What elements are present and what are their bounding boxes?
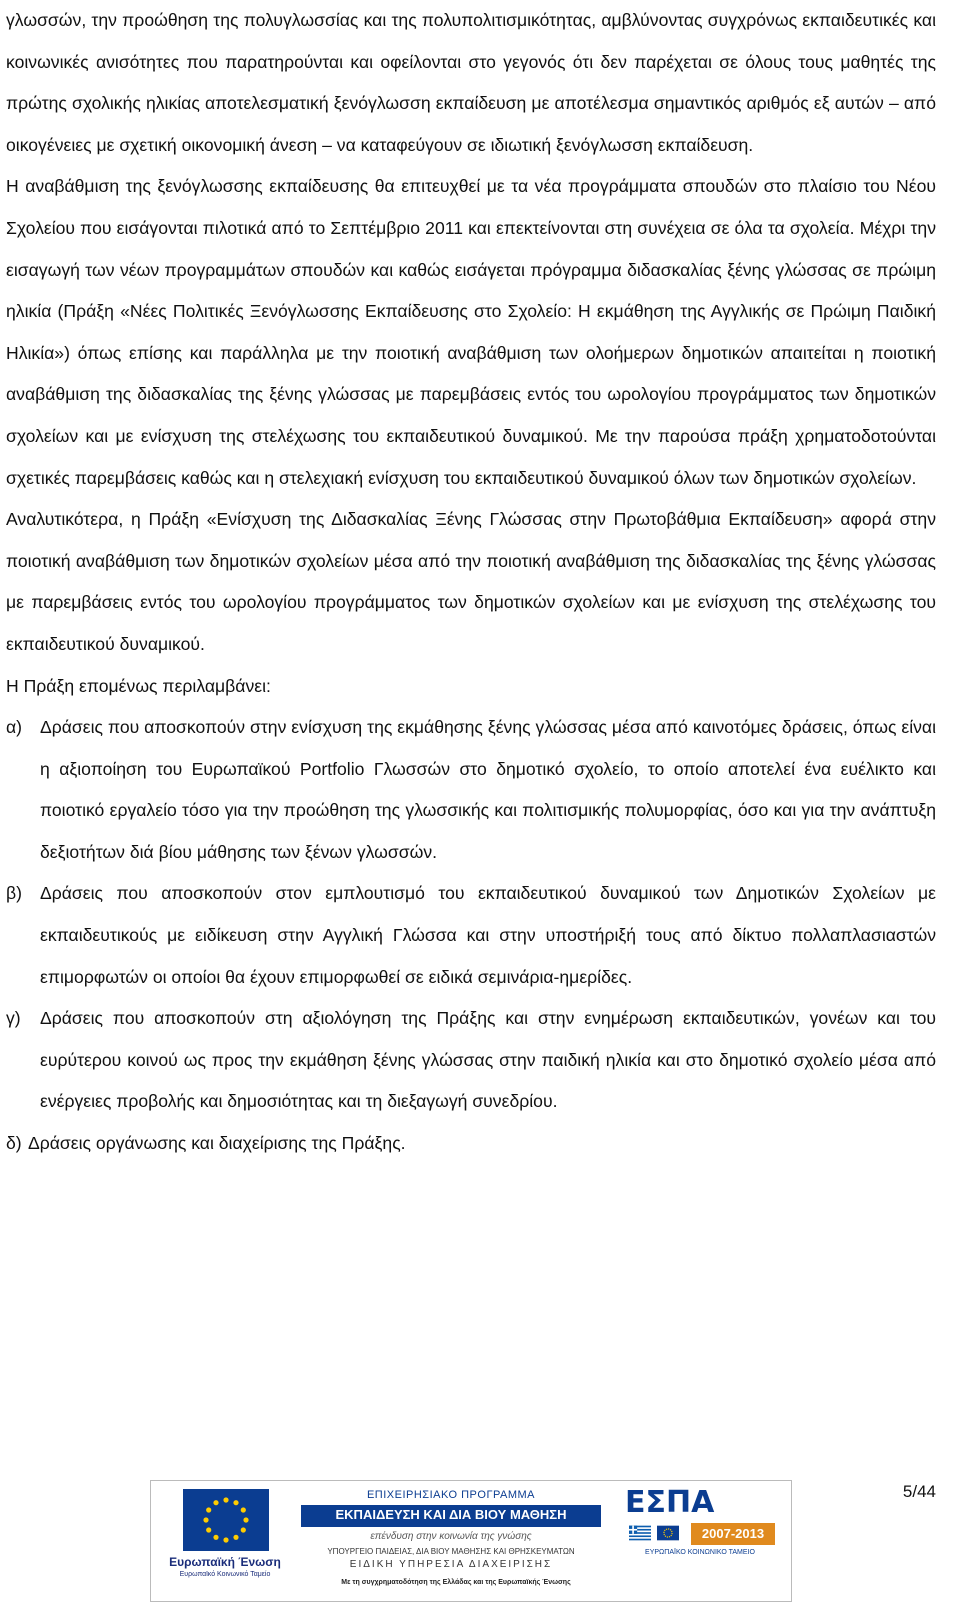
page-number: 5/44: [902, 1482, 936, 1501]
paragraph: Η Πράξη επομένως περιλαμβάνει:: [6, 675, 271, 696]
paragraph: Η αναβάθμιση της ξενόγλωσσης εκπαίδευσης θα επιτευχθεί με τα νέα προγράμματα σπουδών στο πλαίσιο του Νέου Σχολείου που εισάγονται πιλοτικά από το Σεπτέμβριο 2011 και επεκτείνονται στη συνέχεια σε όλα τα σχολεία. Μέχρι την εισαγωγή των νέων προγραμμάτων σπουδών και καθώς εισάγεται πρόγραμμα διδασκαλίας ξένης γλώσσας σε πρώιμη ηλικία (Πράξη «Νέες Πολιτικές Ξενόγλωσσης Εκπαίδευσης στο Σχολείο: Η εκμάθηση της Αγγλικής σε Πρώιμη Παιδική Ηλικία») όπως επίσης και παράλληλα με την ποιοτική αναβάθμιση των ολοήμερων δημοτικών απαιτείται η ποιοτική αναβάθμιση της διδασκαλίας της ξένης γλώσσας με παρεμβάσεις εντός του ωρολογίου προγράμματος των δημοτικών σχολείων και με ενίσχυση της στελέχωσης του εκπαιδευτικού δυναμικού. Με την παρούσα πράξη χρηματοδοτούνται σχετικές παρεμβάσεις καθώς και η στελεχιακή ενίσχυση του εκπαιδευτικού δυναμικού όλων των δημοτικών σχολείων.: [6, 176, 936, 488]
ministry-name: ΥΠΟΥΡΓΕΙΟ ΠΑΙΔΕΙΑΣ, ΔΙΑ ΒΙΟΥ ΜΑΘΗΣΗΣ ΚΑΙ ΘΡΗΣΚΕΥΜΑΤΩΝ: [327, 1547, 575, 1556]
list-item: [6, 873, 936, 998]
list-item-text: Δράσεις που αποσκοπούν στην ενίσχυση της εκμάθησης ξένης γλώσσας μέσα από καινοτόμες δράσεις, όπως είναι η αξιοποίηση του Ευρωπαϊκού Portfolio Γλωσσών στο δημοτικό σχολείο, το οποίο αποτελεί ένα ευέλικτο και ποιοτικό εργαλείο τόσο για την προώθηση της γλωσσικής και πολιτισμικής πολυμορφίας, όσο και για την ανάπτυξη δεξιοτήτων διά βίου μάθησης των ξένων γλωσσών.: [40, 717, 936, 862]
eu-fund-name: Ευρωπαϊκό Κοινωνικό Ταμείο: [179, 1571, 271, 1578]
espa-fund-name: ΕΥΡΩΠΑΪΚΟ ΚΟΙΝΩΝΙΚΟ ΤΑΜΕΙΟ: [645, 1549, 755, 1556]
list-item: [6, 998, 936, 1123]
paragraph: Αναλυτικότερα, η Πράξη «Ενίσχυση της Διδασκαλίας Ξένης Γλώσσας στην Πρωτοβάθμια Εκπαίδευση» αφορά στην ποιοτική αναβάθμιση των δημοτικών σχολείων μέσα από την ποιοτική αναβάθμιση της διδασκαλίας της ξένης γλώσσας με παρεμβάσεις εντός του ωρολογίου προγράμματος των δημοτικών σχολείων και με ενίσχυση της στελέχωσης του εκπαιδευτικού δυναμικού.: [6, 509, 936, 654]
eu-name: Ευρωπαϊκή Ένωση: [169, 1555, 281, 1569]
list-item: [6, 1123, 936, 1165]
op-name: ΕΚΠΑΙΔΕΥΣΗ ΚΑΙ ΔΙΑ ΒΙΟΥ ΜΑΘΗΣΗ: [335, 1507, 567, 1522]
list-marker: α): [6, 717, 23, 738]
agency-name: ΕΙΔΙΚΗ ΥΠΗΡΕΣΙΑ ΔΙΑΧΕΙΡΙΣΗΣ: [349, 1559, 553, 1570]
list-item: [6, 707, 936, 873]
espa-years: 2007-2013: [691, 1523, 775, 1545]
list-item-text: Δράσεις που αποσκοπούν στη αξιολόγηση της Πράξης και στην ενημέρωση εκπαιδευτικών, γονέων και του ευρύτερου κοινού ως προς την εκμάθηση ξένης γλώσσας στην παιδική ηλικία και στο δημοτικό σχολείο μέσα από ενέργειες προβολής και δημοσιότητας και τη διεξαγωγή συνεδρίου.: [40, 1008, 936, 1112]
cofunding-note: Με τη συγχρηματοδότηση της Ελλάδας και της Ευρωπαϊκής Ένωσης: [341, 1579, 571, 1586]
paragraph: γλωσσών, την προώθηση της πολυγλωσσίας και της πολυπολιτισμικότητας, αμβλύνοντας συγχρόνως εκπαιδευτικές και κοινωνικές ανισότητες που παρατηρούνται και οφείλονται στο γεγονός ότι δεν παρέχεται σε όλους τους μαθητές της πρώτης σχολικής ηλικίας αποτελεσματική ξενόγλωσση εκπαίδευση με αποτέλεσμα σημαντικός αριθμός εξ αυτών – από οικογένειες με σχετική οικονομική άνεση – να καταφεύγουν σε ιδιωτική ξενόγλωσση εκπαίδευση.: [6, 10, 936, 155]
op-slogan: επένδυση στην κοινωνία της γνώσης: [370, 1531, 532, 1542]
operational-programme-logo: [301, 1487, 611, 1593]
list-marker: δ): [6, 1133, 22, 1154]
document-body: [6, 0, 936, 1165]
espa-logo: [621, 1485, 781, 1585]
eu-flag-small-icon: [657, 1525, 679, 1541]
eu-logo: [165, 1489, 285, 1597]
list-item-text: Δράσεις οργάνωσης και διαχείρισης της Πράξης.: [28, 1133, 406, 1154]
eu-flag-icon: [183, 1489, 269, 1551]
list-item-text: Δράσεις που αποσκοπούν στον εμπλουτισμό του εκπαιδευτικού δυναμικού των Δημοτικών Σχολείων με εκπαιδευτικούς με ειδίκευση στην Αγγλική Γλώσσα και στην υποστήριξή τους από δίκτυο πολλαπλασιαστών επιμορφωτών οι οποίοι θα έχουν επιμορφωθεί σε ειδικά σεμινάρια-ημερίδες.: [40, 883, 936, 987]
op-title: ΕΠΙΧΕΙΡΗΣΙΑΚΟ ΠΡΟΓΡΑΜΜΑ: [366, 1489, 536, 1501]
list-marker: γ): [6, 1008, 21, 1029]
list-marker: β): [6, 883, 22, 904]
funding-banner: [150, 1480, 792, 1602]
greek-flag-icon: [629, 1525, 651, 1541]
espa-name: ΕΣΠΑ: [625, 1485, 715, 1520]
